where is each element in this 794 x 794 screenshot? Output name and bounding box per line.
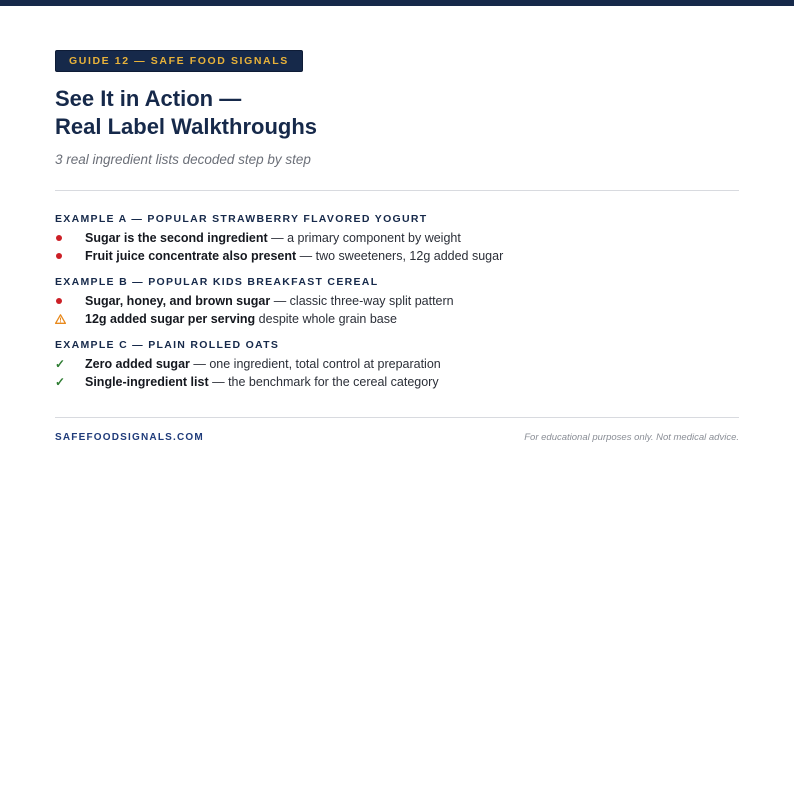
list-item	[55, 247, 739, 265]
red-dot-icon	[55, 229, 69, 247]
examples-list	[55, 213, 739, 391]
red-dot-icon	[55, 292, 69, 310]
item-text: — one ingredient, total control at preparation	[189, 357, 441, 371]
example-b	[55, 276, 739, 328]
example-heading: EXAMPLE B — POPULAR KIDS BREAKFAST CEREAL	[55, 276, 379, 288]
guide-badge: GUIDE 12 — SAFE FOOD SIGNALS	[55, 50, 303, 72]
item-bold-text: Sugar is the second ingredient	[85, 231, 268, 245]
page-title-line2: Real Label Walkthroughs	[55, 114, 318, 139]
example-c	[55, 339, 739, 391]
list-item	[55, 229, 739, 247]
page-content	[55, 50, 739, 443]
example-a	[55, 213, 739, 265]
item-text: despite whole grain base	[255, 312, 397, 326]
item-text: — classic three-way split pattern	[270, 294, 454, 308]
list-item	[55, 310, 739, 328]
top-accent-bar	[0, 0, 794, 6]
item-bold-text: 12g added sugar per serving	[85, 312, 256, 326]
item-text: — two sweeteners, 12g added sugar	[296, 249, 504, 263]
header-divider	[55, 190, 739, 191]
example-heading: EXAMPLE A — POPULAR STRAWBERRY FLAVORED YOGURT	[55, 213, 428, 225]
footer-divider	[55, 417, 739, 418]
item-text: — the benchmark for the cereal category	[208, 375, 439, 389]
item-bold-text: Sugar, honey, and brown sugar	[85, 294, 271, 308]
item-bold-text: Zero added sugar	[85, 357, 190, 371]
list-item	[55, 373, 739, 391]
list-item	[55, 292, 739, 310]
footer	[55, 432, 739, 443]
warning-icon	[55, 310, 69, 328]
example-heading: EXAMPLE C — PLAIN ROLLED OATS	[55, 339, 280, 351]
footer-brand-link[interactable]: SAFEFOODSIGNALS.COM	[55, 432, 204, 443]
page-title	[55, 85, 739, 141]
red-dot-icon	[55, 247, 69, 265]
list-item	[55, 355, 739, 373]
check-icon: ✓	[55, 375, 66, 389]
item-text: — a primary component by weight	[267, 231, 461, 245]
page-title-line1: See It in Action —	[55, 86, 242, 111]
footer-disclaimer: For educational purposes only. Not medical advice.	[524, 432, 739, 443]
item-bold-text: Single-ingredient list	[85, 375, 209, 389]
item-bold-text: Fruit juice concentrate also present	[85, 249, 297, 263]
page-subtitle: 3 real ingredient lists decoded step by step	[55, 152, 311, 167]
check-icon: ✓	[55, 357, 66, 371]
